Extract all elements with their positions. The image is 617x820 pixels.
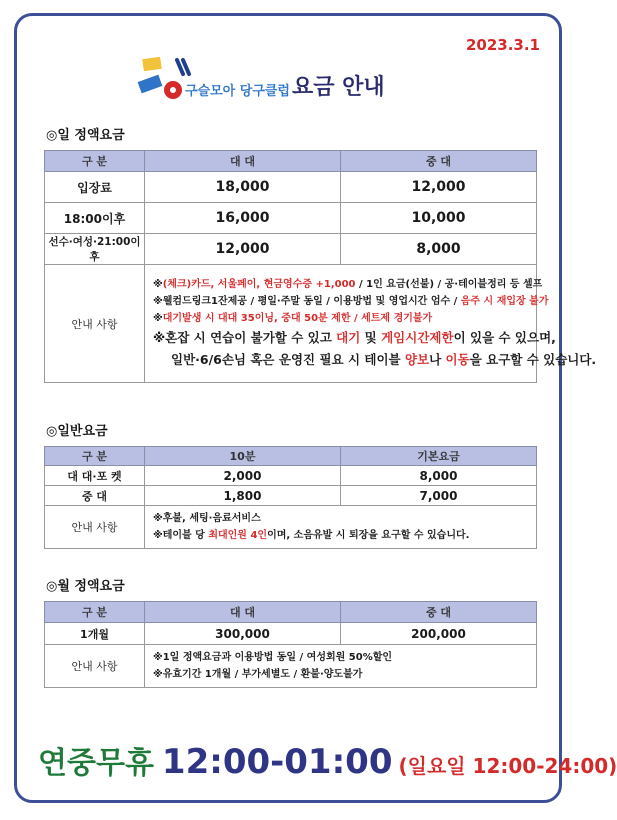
table-row (45, 486, 537, 506)
sunday-hours-label: (일요일 12:00-24:00) (398, 754, 617, 778)
price-cell: 12,000 (145, 234, 341, 265)
table-row (45, 172, 537, 203)
notes-row (45, 645, 537, 688)
notes-label: 안내 사항 (45, 506, 145, 549)
price-cell: 300,000 (145, 623, 341, 645)
page-title: 요금 안내 (292, 75, 385, 100)
column-header: 기본요금 (341, 447, 537, 466)
price-cell: 8,000 (341, 466, 537, 486)
note-line: ※대기발생 시 대대 35이닝, 중대 50분 제한 / 세트제 경기불가 (153, 313, 433, 324)
notes-row (45, 265, 537, 383)
price-cell: 16,000 (145, 203, 341, 234)
table-row (45, 203, 537, 234)
notes-label: 안내 사항 (45, 265, 145, 383)
row-label: 중 대 (45, 486, 145, 506)
date: 2023.3.1 (465, 36, 540, 54)
column-header: 구 분 (45, 447, 145, 466)
column-header: 10분 (145, 447, 341, 466)
note-line: ※(체크)카드, 서울페이, 현금영수증 +1,000 / 1인 요금(선불) / 공·테이블정리 등 셀프 (153, 279, 543, 290)
note-line: ※혼잡 시 연습이 불가할 수 있고 대기 및 게임시간제한이 있을 수 있으며, (153, 330, 556, 345)
note-line: 일반·6/6손님 혹은 운영진 필요 시 테이블 양보나 이동을 요구할 수 있습니다. (171, 352, 597, 367)
section-title-general: ◎일반요금 (46, 424, 108, 439)
club-name: 구슬모아 당구클럽 (185, 84, 290, 99)
notes-cell (145, 265, 597, 383)
price-cell: 18,000 (145, 172, 341, 203)
daily-price-table (44, 150, 597, 383)
section-title-daily: ◎일 정액요금 (46, 128, 125, 143)
column-header: 대 대 (145, 151, 341, 172)
notes-cell (145, 506, 537, 549)
price-cell: 12,000 (341, 172, 537, 203)
price-cell: 8,000 (341, 234, 537, 265)
column-header: 대 대 (145, 602, 341, 623)
header (137, 52, 437, 108)
notes-cell (145, 645, 537, 688)
hours-label: 12:00-01:00 (161, 742, 393, 782)
column-header: 중 대 (341, 602, 537, 623)
open-year-round-label: 연중무휴 (38, 746, 154, 781)
note-line: ※1일 정액요금과 이용방법 동일 / 여성회원 50%할인 (153, 652, 393, 663)
table-row (45, 466, 537, 486)
monthly-price-table (44, 601, 537, 688)
table-row (45, 623, 537, 645)
row-label: 선수·여성·21:00이후 (45, 234, 145, 265)
row-label: 대 대·포 켓 (45, 466, 145, 486)
section-title-monthly: ◎월 정액요금 (46, 579, 125, 594)
note-line: ※유효기간 1개월 / 부가세별도 / 환불·양도불가 (153, 669, 363, 680)
row-label: 입장료 (45, 172, 145, 203)
column-header: 중 대 (341, 151, 537, 172)
row-label: 18:00이후 (45, 203, 145, 234)
note-line: ※테이블 당 최대인원 4인이며, 소음유발 시 퇴장을 요구할 수 있습니다. (153, 530, 470, 541)
business-hours (38, 738, 617, 788)
price-cell: 10,000 (341, 203, 537, 234)
column-header: 구 분 (45, 151, 145, 172)
price-cell: 1,800 (145, 486, 341, 506)
notes-row (45, 506, 537, 549)
price-cell: 7,000 (341, 486, 537, 506)
notes-label: 안내 사항 (45, 645, 145, 688)
note-line: ※후불, 세팅·음료서비스 (153, 513, 261, 524)
table-row (45, 234, 537, 265)
general-price-table (44, 446, 537, 549)
note-line: ※웰컴드링크1잔제공 / 평일·주말 동일 / 이용방법 및 영업시간 엄수 / 음주 시 재입장 불가 (153, 296, 549, 307)
row-label: 1개월 (45, 623, 145, 645)
price-cell: 2,000 (145, 466, 341, 486)
price-cell: 200,000 (341, 623, 537, 645)
column-header: 구 분 (45, 602, 145, 623)
